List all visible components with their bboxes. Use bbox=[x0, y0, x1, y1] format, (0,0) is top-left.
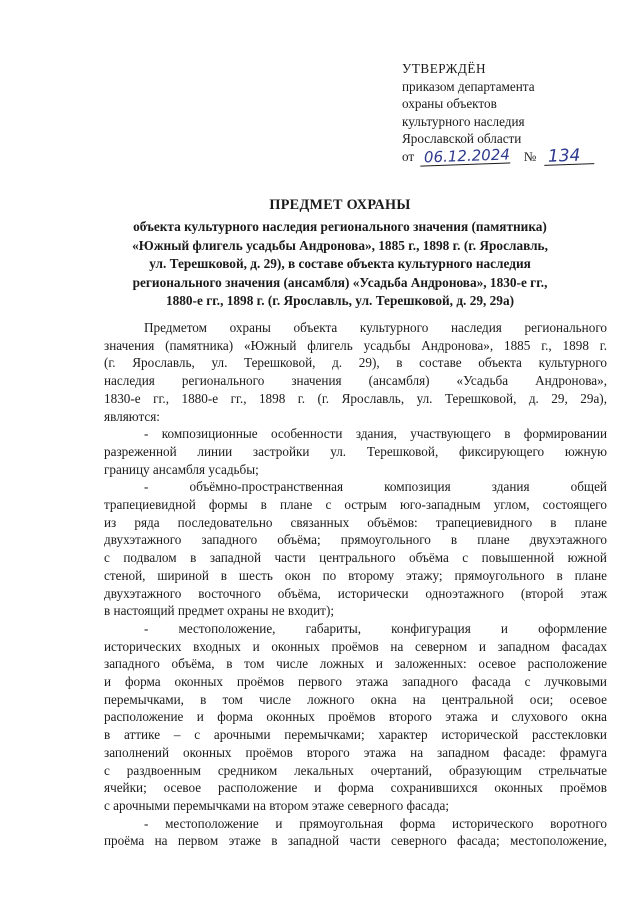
text-line: проёма на первом этаже в западной части северного фасада; местоположение, bbox=[104, 833, 607, 849]
intro-paragraph bbox=[104, 319, 607, 425]
text-line: в настоящий предмет охраны не входит); bbox=[104, 603, 334, 619]
text-line: разреженной линии застройки ул. Терешковой, фиксирующего южную bbox=[104, 443, 607, 459]
text-line: в аттике – с арочными перемычками; характер исторической расстекловки bbox=[104, 727, 607, 743]
approval-line: культурного наследия bbox=[402, 113, 525, 129]
text-line: с раздвоенным средником лекальных очертаний, образующим стрельчатые bbox=[104, 762, 607, 778]
document-body bbox=[104, 319, 607, 850]
text-line: расположение и форма оконных проёмов второго этажа и слухового окна bbox=[104, 709, 607, 725]
list-item bbox=[104, 620, 607, 815]
text-line: Предметом охраны объекта культурного наследия регионального bbox=[144, 320, 607, 335]
text-line: - композиционные особенности здания, участвующего в формировании bbox=[144, 426, 607, 442]
text-line: из ряда последовательно связанных объёмов: трапециевидного в плане bbox=[104, 514, 607, 530]
document-title bbox=[80, 196, 600, 310]
title-line: объекта культурного наследия регионального значения (памятника) bbox=[133, 219, 547, 235]
text-line: являются: bbox=[104, 408, 160, 424]
date-prefix: от bbox=[402, 148, 415, 164]
text-line: заполнений оконных проёмов второго этажа на западном фасаде: фрамуга bbox=[104, 744, 607, 760]
text-line: 1830-е гг., 1880-е гг., 1898 г. (г. Ярославль, ул. Терешковой, д. 29, 29а), bbox=[104, 390, 607, 406]
text-line: ячейки; осевое расположение и форма сохранившихся оконных проёмов bbox=[104, 780, 607, 796]
title-line: «Южный флигель усадьбы Андронова», 1885 г., 1898 г. (г. Ярославль, bbox=[132, 237, 548, 253]
text-line: границу ансамбля усадьбы; bbox=[104, 461, 259, 477]
handwritten-number: 134 bbox=[543, 147, 594, 166]
title-line: ул. Терешковой, д. 29), в составе объекта культурного наследия bbox=[149, 256, 531, 272]
text-line: стеной, шириной в шесть окон по второму этажу; прямоугольного в плане bbox=[104, 567, 607, 583]
text-line: перемычками, в том числе ложного окна на центральной оси; осевое bbox=[104, 691, 607, 707]
approval-stamp bbox=[402, 60, 622, 166]
text-line: наследия регионального значения (ансамбля) «Усадьба Андронова», bbox=[104, 373, 607, 389]
text-line: исторических входных и оконных проёмов на северном и западном фасадах bbox=[104, 638, 607, 654]
title-line: регионального значения (ансамбля) «Усадьба Андронова», 1830-е гг., bbox=[132, 274, 548, 290]
text-line: - местоположение и прямоугольная форма исторического воротного bbox=[144, 815, 607, 831]
approval-heading: УТВЕРЖДЁН bbox=[402, 61, 487, 76]
text-line: значения (памятника) «Южный флигель усадьбы Андронова», 1885 г., 1898 г. bbox=[104, 337, 607, 353]
list-item bbox=[104, 478, 607, 620]
text-line: двухэтажного восточного объёма, исторически одноэтажного (второй этаж bbox=[104, 585, 607, 601]
text-line: двухэтажного западного объёма; прямоугольного в плане двухэтажного bbox=[104, 532, 607, 548]
text-line: с подвалом в западной части центрального объёма с повышенной южной bbox=[104, 550, 607, 566]
number-prefix: № bbox=[523, 148, 537, 164]
text-line: - местоположение, габариты, конфигурация и оформление bbox=[144, 620, 607, 636]
approval-line: Ярославской области bbox=[402, 131, 522, 147]
text-line: (г. Ярославль, ул. Терешковой, д. 29), в составе объекта культурного bbox=[104, 355, 607, 371]
title-heading: ПРЕДМЕТ ОХРАНЫ bbox=[269, 197, 411, 213]
approval-line: приказом департамента bbox=[402, 78, 535, 94]
handwritten-date: 06.12.2024 bbox=[420, 146, 511, 166]
title-line: 1880-е гг., 1898 г. (г. Ярославль, ул. Терешковой, д. 29, 29а) bbox=[165, 293, 515, 309]
text-line: с арочными перемычками на втором этаже северного фасада; bbox=[104, 797, 450, 813]
approval-date-number-row bbox=[402, 145, 622, 167]
text-line: западного объёма, в том числе ложных и заложенных: осевое расположение bbox=[104, 656, 607, 672]
text-line: трапециевидной формы в плане с острым юго-западным углом, состоящего bbox=[104, 497, 607, 513]
approval-line: охраны объектов bbox=[402, 96, 497, 112]
text-line: и форма оконных проёмов первого этажа западного фасада с лучковыми bbox=[104, 674, 607, 690]
list-item bbox=[104, 425, 607, 478]
list-item bbox=[104, 815, 607, 850]
text-line: - объёмно-пространственная композиция здания общей bbox=[144, 479, 607, 495]
